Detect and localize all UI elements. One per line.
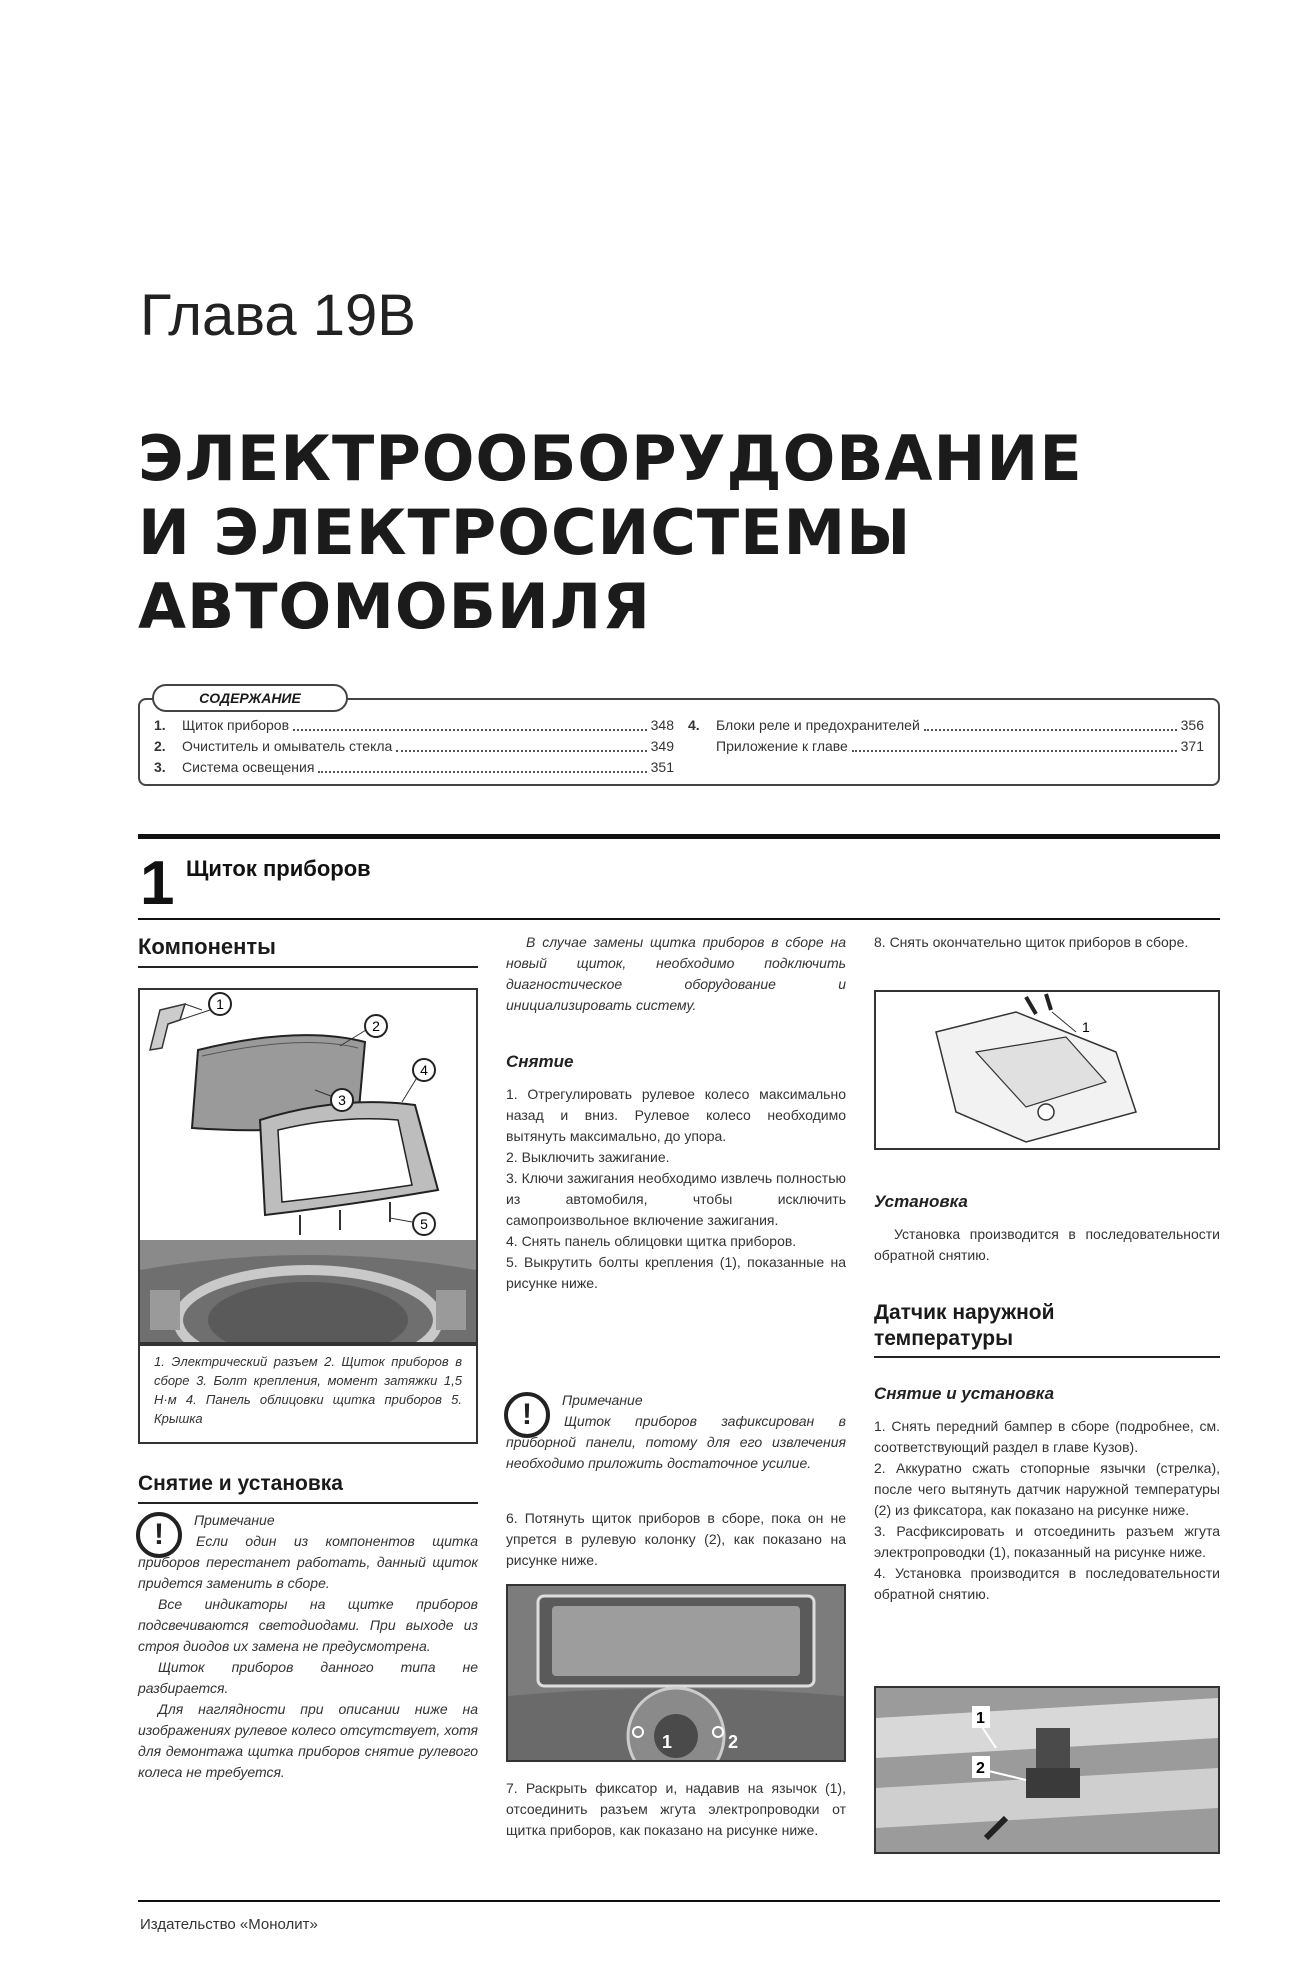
sensor-figure	[874, 1686, 1220, 1854]
step: 1. Снять передний бампер в сборе (подробнее, см. соответствующий раздел в главе Кузов).	[874, 1418, 1220, 1455]
chapter-title-line-2: И ЭЛЕКТРОСИСТЕМЫ	[138, 496, 912, 569]
callout-3: 3	[338, 1092, 346, 1108]
callout-1: 1	[976, 1710, 985, 1727]
callout-2: 2	[372, 1018, 380, 1034]
note-label: Примечание	[562, 1392, 643, 1408]
sensor-steps	[874, 1416, 1220, 1605]
step: 5. Выкрутить болты крепления (1), показанные на рисунке ниже.	[506, 1254, 846, 1291]
removal-heading: Снятие	[506, 1052, 574, 1071]
cluster-photo-illustration	[508, 1586, 844, 1760]
section-rule-top	[138, 834, 1220, 839]
note-paragraph: Если один из компонентов щитка приборов перестанет работать, данный щиток придется заменить в сборе.	[138, 1533, 478, 1591]
sensor-photo-illustration	[876, 1688, 1218, 1852]
exclamation-icon: !	[504, 1392, 550, 1438]
heading-rule	[138, 1502, 478, 1504]
toc-item[interactable]: 1. Щиток приборов 348	[154, 716, 674, 733]
note-label: Примечание	[194, 1512, 275, 1528]
figure-caption: 1. Электрический разъем 2. Щиток приборов в сборе 3. Болт крепления, момент затяжки 1,5 Н·м 4. Панель облицовки щитка приборов 5. Крышка	[138, 1344, 478, 1444]
callout-2: 2	[976, 1760, 985, 1777]
note-text: Щиток приборов зафиксирован в приборной панели, потому для его извлечения необходимо приложить достаточное усилие.	[506, 1413, 846, 1471]
sensor-heading-line-2: температуры	[874, 1327, 1014, 1350]
step: 4. Установка производится в последовательности обратной снятию.	[874, 1565, 1220, 1602]
callout-1: 1	[1082, 1019, 1090, 1035]
callout-5: 5	[420, 1216, 428, 1232]
step: 3. Ключи зажигания необходимо извлечь полностью из автомобиля, чтобы исключить самопроизвольное включение зажигания.	[506, 1170, 846, 1228]
intro-paragraph: В случае замены щитка приборов в сборе на новый щиток, необходимо подключить диагностическое оборудование и инициализировать систему.	[506, 934, 846, 1013]
components-figure	[138, 988, 478, 1344]
step: 4. Снять панель облицовки щитка приборов.	[506, 1233, 797, 1249]
callout-1: 1	[662, 1732, 673, 1752]
heading-rule	[138, 966, 478, 968]
note-paragraph: Все индикаторы на щитке приборов подсвечиваются светодиодами. При выходе из строя диодов их замена не предусмотрена.	[138, 1596, 478, 1654]
section-number: 1	[140, 849, 175, 918]
components-heading: Компоненты	[138, 934, 276, 959]
sensor-heading-line-1: Датчик наружной	[874, 1301, 1055, 1324]
chapter-title-line-3: АВТОМОБИЛЯ	[138, 570, 652, 643]
install-text: Установка производится в последовательности обратной снятию.	[874, 1226, 1220, 1263]
instrument-cluster-illustration	[140, 990, 476, 1342]
chapter-label: Глава 19В	[140, 283, 416, 348]
cluster-removal-figure	[506, 1584, 846, 1762]
exclamation-icon: !	[136, 1512, 182, 1558]
cluster-line-drawing	[876, 992, 1218, 1148]
step: 2. Аккуратно сжать стопорные язычки (стрелка), после чего вытянуть датчик наружной температуры (2) из фиксатора, как показано на рисунке ниже.	[874, 1460, 1220, 1518]
step: 6. Потянуть щиток приборов в сборе, пока он не упрется в рулевую колонку (2), как показано на рисунке ниже.	[506, 1510, 846, 1568]
toc-left-column	[154, 714, 674, 777]
chapter-title-line-1: ЭЛЕКТРООБОРУДОВАНИЕ	[138, 422, 1083, 495]
footer-rule	[138, 1900, 1220, 1902]
section-title: Щиток приборов	[186, 856, 371, 881]
step: 2. Выключить зажигание.	[506, 1149, 670, 1165]
step: 3. Расфиксировать и отсоединить разъем жгута электропроводки (1), показанный на рисунке ниже.	[874, 1523, 1220, 1560]
section-rule-bottom	[138, 918, 1220, 920]
toc-item[interactable]: Приложение к главе 371	[716, 737, 1204, 754]
step: 8. Снять окончательно щиток приборов в сборе.	[874, 934, 1189, 950]
publisher-footer: Издательство «Монолит»	[140, 1916, 318, 1933]
install-heading: Установка	[874, 1192, 968, 1211]
toc-item[interactable]: 3. Система освещения 351	[154, 758, 674, 775]
step: 7. Раскрыть фиксатор и, надавив на язычок (1), отсоединить разъем жгута электропроводки от щитка приборов, как показано на рисунке ниже.	[506, 1780, 846, 1838]
toc-heading: СОДЕРЖАНИЕ	[152, 684, 348, 712]
note-paragraph: Щиток приборов данного типа не разбирается.	[138, 1659, 478, 1696]
step: 1. Отрегулировать рулевое колесо максимально назад и вниз. Рулевое колесо необходимо вытянуть максимально, до упора.	[506, 1086, 846, 1144]
cluster-final-figure	[874, 990, 1220, 1150]
callout-2: 2	[728, 1732, 739, 1752]
callout-4: 4	[420, 1062, 428, 1078]
note-block	[138, 1531, 478, 1783]
heading-rule	[874, 1356, 1220, 1358]
sensor-heading	[874, 1300, 1055, 1352]
toc-item[interactable]: 4. Блоки реле и предохранителей 356	[688, 716, 1204, 733]
sensor-subheading: Снятие и установка	[874, 1384, 1055, 1403]
removal-install-heading: Снятие и установка	[138, 1472, 343, 1495]
note-paragraph: Для наглядности при описании ниже на изображениях рулевое колесо отсутствует, хотя для демонтажа щитка приборов снятие рулевого колеса не требуется.	[138, 1701, 478, 1780]
callout-1: 1	[216, 996, 224, 1012]
removal-steps	[506, 1084, 846, 1294]
toc-right-column	[688, 714, 1204, 756]
toc-item[interactable]: 2. Очиститель и омыватель стекла 349	[154, 737, 674, 754]
